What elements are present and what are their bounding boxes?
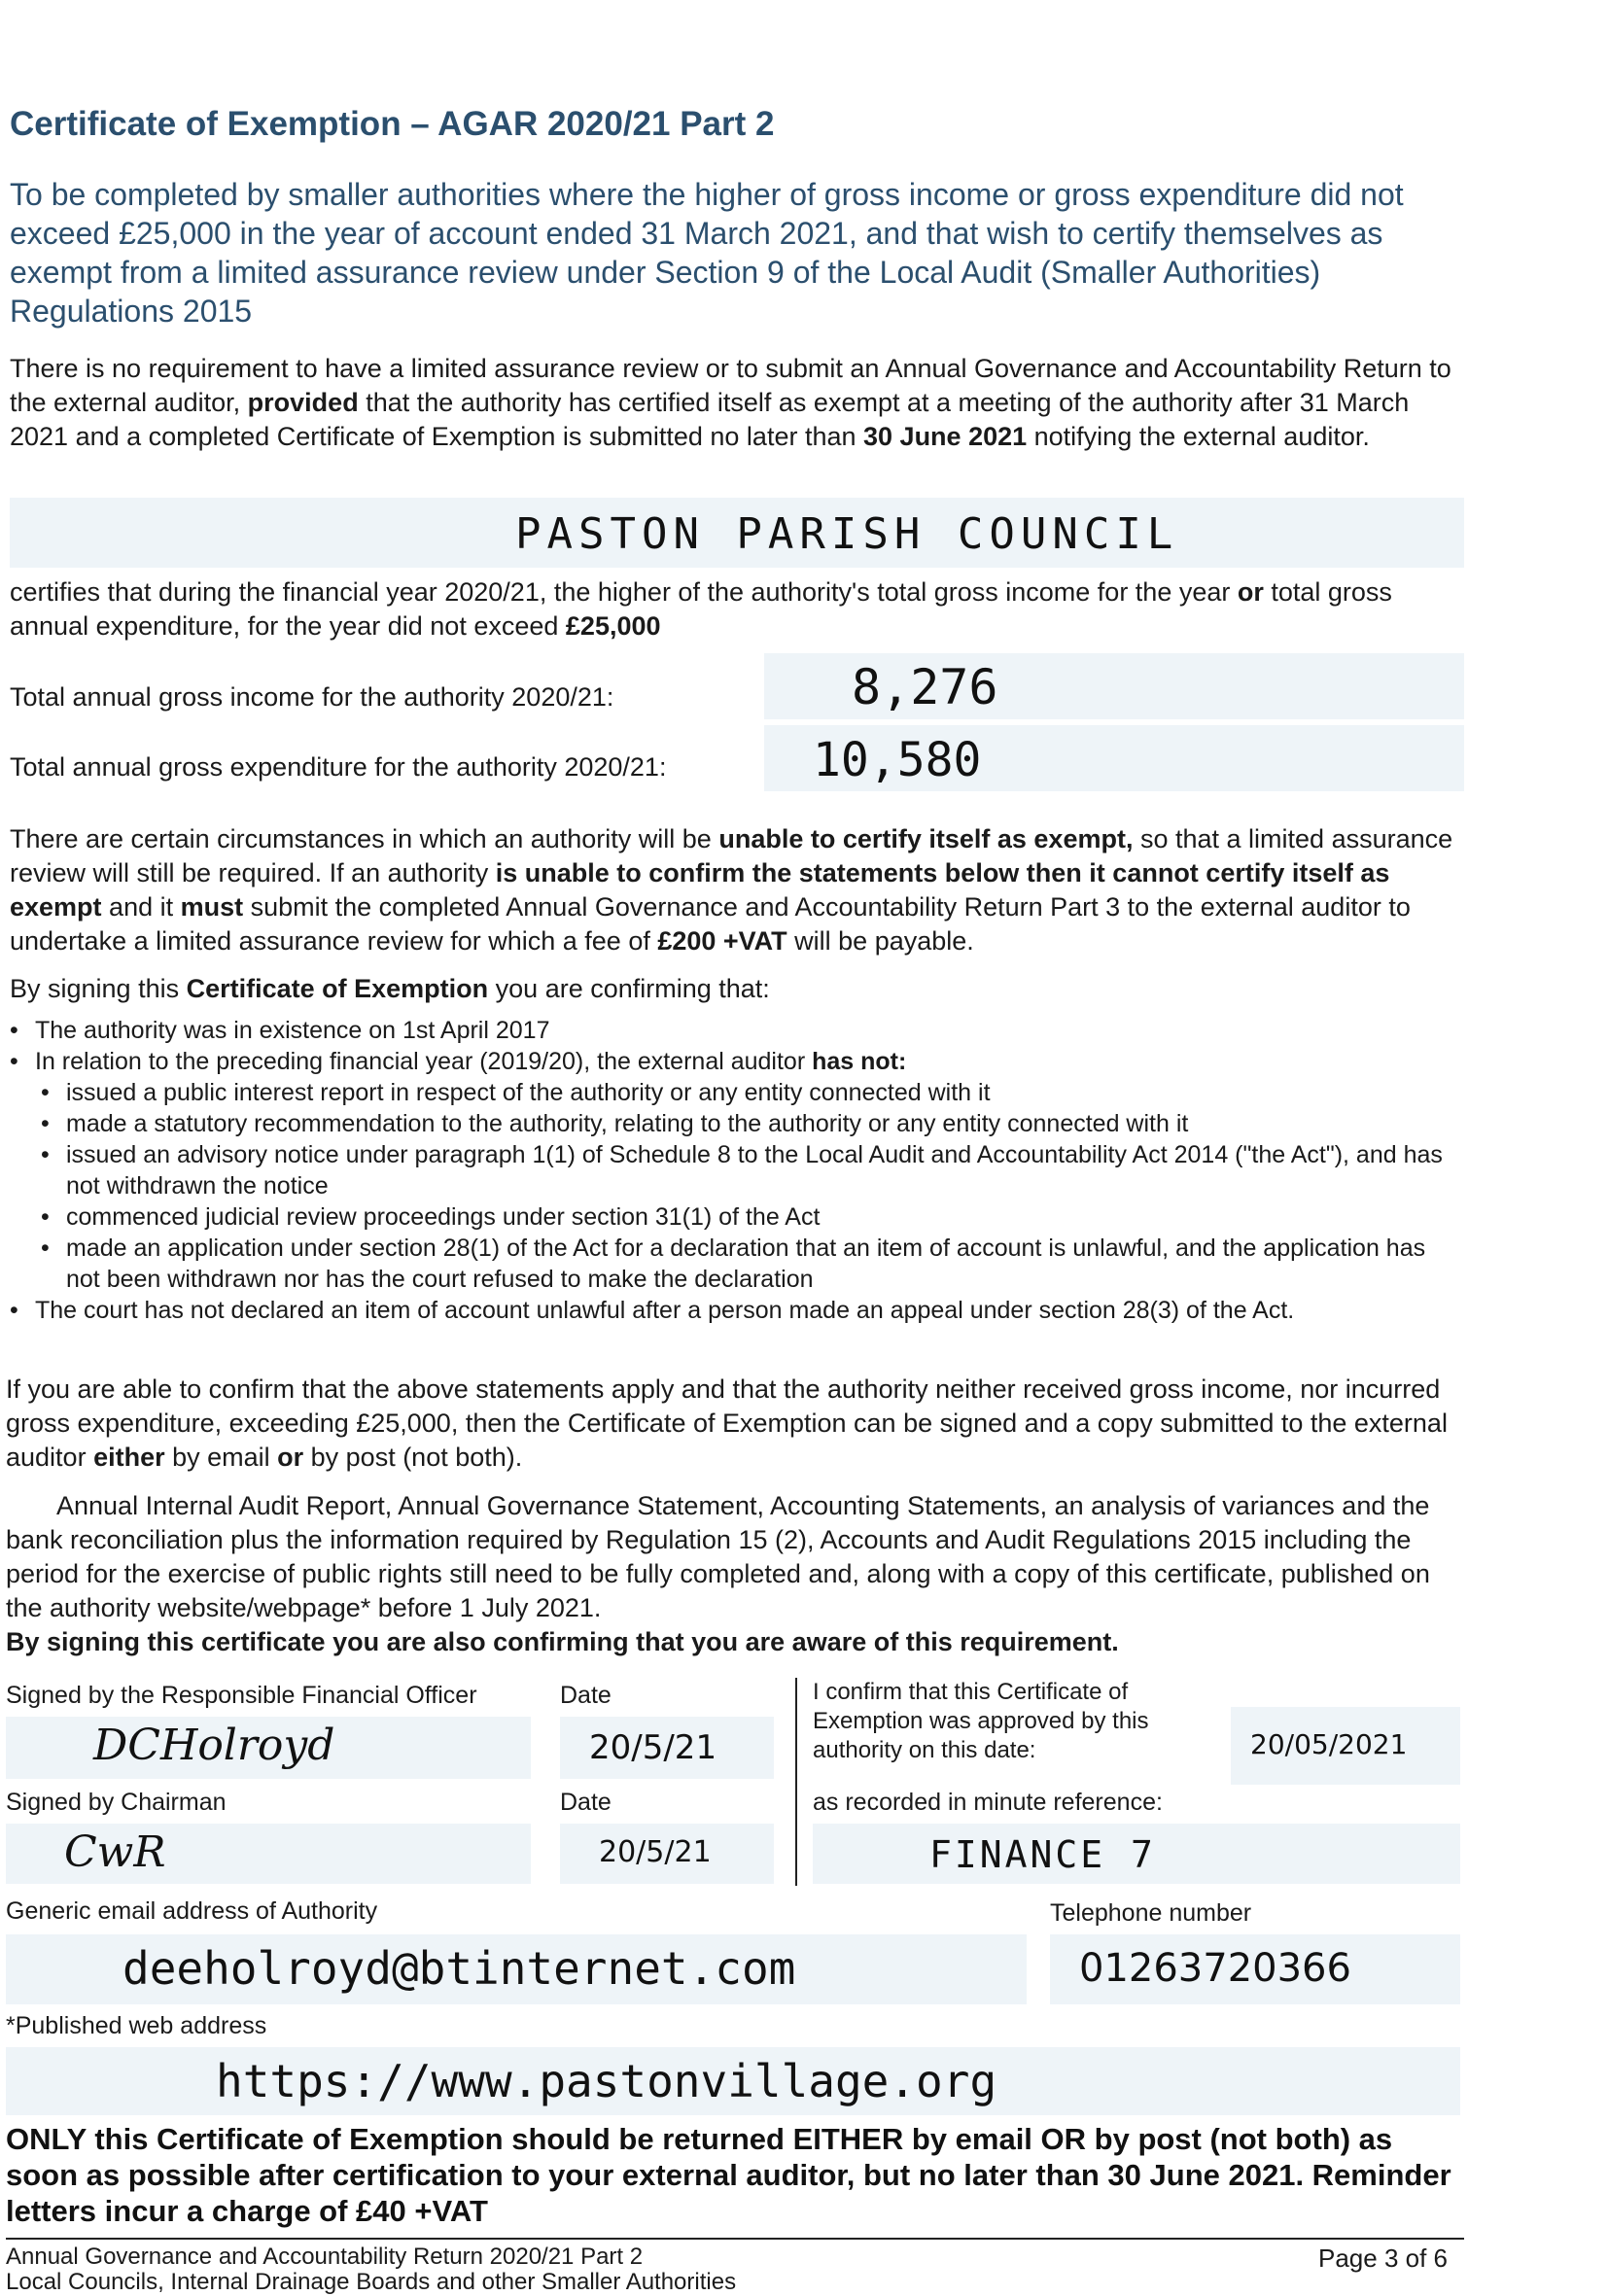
chair-label: Signed by Chairman (6, 1789, 227, 1816)
phone-label: Telephone number (1050, 1899, 1252, 1927)
income-field (764, 653, 1464, 719)
confirm-approval-label: I confirm that this Certificate of Exemption was approved by this authority on this date: (813, 1679, 1149, 1763)
chair-signature: CwR (64, 1827, 166, 1877)
publication-paragraph: Annual Internal Audit Report, Annual Governance Statement, Accounting Statements, an analysis of variances and the bank reconciliation plus the information required by Regulation 15 (2), Accounts and Audit Regulations 2015 including the period for the exercise of public rights still need to be fully completed and, along with a copy of this certificate, published on the authority website/webpage* before 1 July 2021. By signing this certificate you are also confirming that you are aware of this requirement. (6, 1491, 1430, 1656)
certifies-paragraph: certifies that during the financial year 2020/21, the higher of the authority's total gross income for the year or total gross annual expenditure, for the year did not exceed £25,000 (10, 577, 1392, 641)
email-value: deeholroyd@btinternet.com (122, 1942, 796, 1995)
footer-divider (6, 2238, 1464, 2240)
income-value: 8,276 (852, 659, 998, 715)
list-item: • issued an advisory notice under paragraph 1(1) of Schedule 8 to the Local Audit and Accountability Act 2014 ("the Act"), and has not withdrawn the notice (6, 1139, 1464, 1201)
authority-name-box (10, 498, 1464, 568)
list-item: • made a statutory recommendation to the authority, relating to the authority or any entity connected with it (6, 1108, 1464, 1139)
chair-date: 20/5/21 (599, 1835, 712, 1869)
phone-value: 01263720366 (1079, 1946, 1351, 1991)
list-item: • The court has not declared an item of account unlawful after a person made an appeal under section 28(3) of the Act. (6, 1295, 1464, 1326)
minute-ref: FINANCE 7 (929, 1833, 1156, 1876)
web-label: *Published web address (6, 2012, 267, 2039)
rfo-signature-box (6, 1717, 531, 1779)
conditions-list (6, 1015, 1464, 1326)
expenditure-field (764, 725, 1464, 791)
footer-subtitle: Local Councils, Internal Drainage Boards and other Smaller Authorities (6, 2269, 737, 2295)
authority-name: PASTON PARISH COUNCIL (515, 509, 1179, 559)
circumstances-paragraph: There are certain circumstances in which an authority will be unable to certify itself as exempt, so that a limited assurance review will still be required. If an authority is unable to confirm the statements below then it cannot certify itself as exempt and it must submit the completed Annual Governance and Accountability Return Part 3 to the external auditor to undertake a limited assurance review for which a fee of £200 +VAT will be payable. (10, 824, 1453, 956)
expenditure-value: 10,580 (813, 733, 982, 787)
rfo-signature: DCHolroyd (93, 1721, 335, 1770)
date-label: Date (560, 1789, 612, 1816)
approved-date-box (1231, 1707, 1460, 1785)
web-box (6, 2047, 1460, 2115)
date-label: Date (560, 1682, 612, 1709)
chair-date-box (560, 1824, 774, 1884)
list-item: • commenced judicial review proceedings under section 31(1) of the Act (6, 1201, 1464, 1233)
chair-signature-box (6, 1824, 531, 1884)
approved-date: 20/05/2021 (1250, 1728, 1408, 1760)
web-value: https://www.pastonvillage.org (216, 2055, 997, 2107)
requirement-paragraph: There is no requirement to have a limited assurance review or to submit an Annual Governance and Accountability Return to the external auditor, provided that the authority has certified itself as exempt at a meeting of the authority after 31 March 2021 and a completed Certificate of Exemption is submitted no later than 30 June 2021 notifying the external auditor. (10, 354, 1451, 451)
income-label: Total annual gross income for the authority 2020/21: (10, 682, 614, 712)
expenditure-label: Total annual gross expenditure for the authority 2020/21: (10, 752, 667, 782)
page-number: Page 3 of 6 (1318, 2244, 1448, 2273)
minute-ref-box (813, 1824, 1460, 1884)
closing-notice: ONLY this Certificate of Exemption should be returned EITHER by email OR by post (not both) as soon as possible after certification to your external auditor, but no later than 30 June 2021. Reminder letters incur a charge of £40 +VAT (6, 2122, 1451, 2228)
rfo-date-box (560, 1717, 774, 1779)
intro-text: To be completed by smaller authorities where the higher of gross income or gross expenditure did not exceed £25,000 in the year of account ended 31 March 2021, and that wish to certify themselves as exempt from a limited assurance review under Section 9 of the Local Audit (Smaller Authorities) Regulations 2015 (10, 177, 1404, 329)
list-item: • The authority was in existence on 1st April 2017 (6, 1015, 1464, 1046)
list-item: • issued a public interest report in respect of the authority or any entity connected with it (6, 1077, 1464, 1108)
email-label: Generic email address of Authority (6, 1897, 378, 1925)
by-signing-line: By signing this Certificate of Exemption you are confirming that: (10, 974, 770, 1003)
list-item: • In relation to the preceding financial year (2019/20), the external auditor has not: (6, 1046, 1464, 1077)
rfo-label: Signed by the Responsible Financial Officer (6, 1682, 477, 1709)
rfo-date: 20/5/21 (589, 1728, 717, 1767)
email-box (6, 1934, 1027, 2004)
phone-box (1050, 1934, 1460, 2004)
confirm-paragraph: If you are able to confirm that the above statements apply and that the authority neither received gross income, nor incurred gross expenditure, exceeding £25,000, then the Certificate of Exemption can be signed and a copy submitted to the external auditor either by email or by post (not both). (6, 1374, 1448, 1472)
minute-ref-label: as recorded in minute reference: (813, 1789, 1163, 1816)
footer-title: Annual Governance and Accountability Return 2020/21 Part 2 (6, 2244, 644, 2270)
page-title: Certificate of Exemption – AGAR 2020/21 Part 2 (10, 105, 775, 143)
list-item: • made an application under section 28(1) of the Act for a declaration that an item of account is unlawful, and the application has not been withdrawn nor has the court refused to make the declaration (6, 1233, 1464, 1295)
divider (795, 1678, 797, 1886)
